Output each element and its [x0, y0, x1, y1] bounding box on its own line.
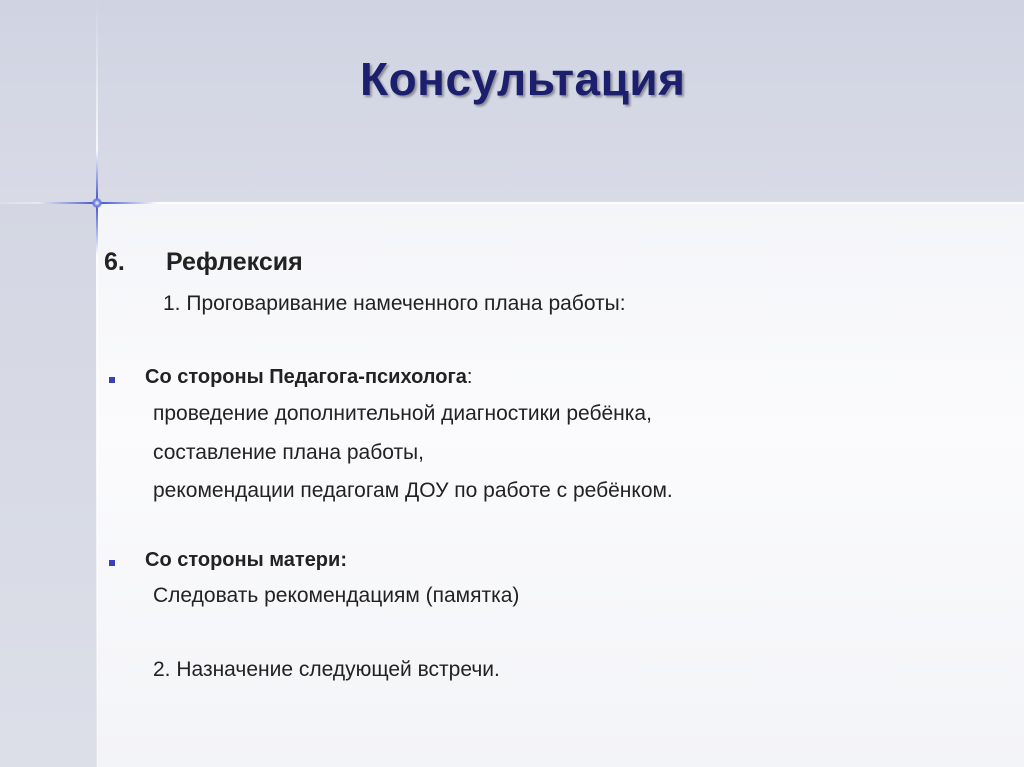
square-bullet-icon [109, 560, 115, 566]
mother-task-1: Следовать рекомендациям (памятка) [153, 584, 520, 607]
numbered-item-2: 2. Назначение следующей встречи. [153, 658, 500, 681]
psychologist-task-1: проведение дополнительной диагностики ребёнка, [153, 402, 652, 425]
psychologist-heading-colon: : [466, 366, 473, 388]
psychologist-heading-text: Со стороны Педагога-психолога [145, 366, 467, 388]
square-bullet-icon [109, 377, 115, 383]
psychologist-task-2: составление плана работы, [153, 441, 424, 464]
sparkle-icon [92, 198, 102, 208]
left-strip [0, 202, 97, 767]
mother-heading: Со стороны матери: [145, 549, 347, 571]
slide-title: Консультация [360, 53, 686, 105]
section-number: 6. [104, 248, 125, 276]
numbered-item-1: 1. Проговаривание намеченного плана работы: [163, 292, 626, 315]
section-title: Рефлексия [166, 248, 303, 276]
psychologist-task-3: рекомендации педагогам ДОУ по работе с ребёнком. [153, 479, 673, 502]
psychologist-heading [145, 366, 472, 389]
vertical-divider [96, 0, 98, 767]
